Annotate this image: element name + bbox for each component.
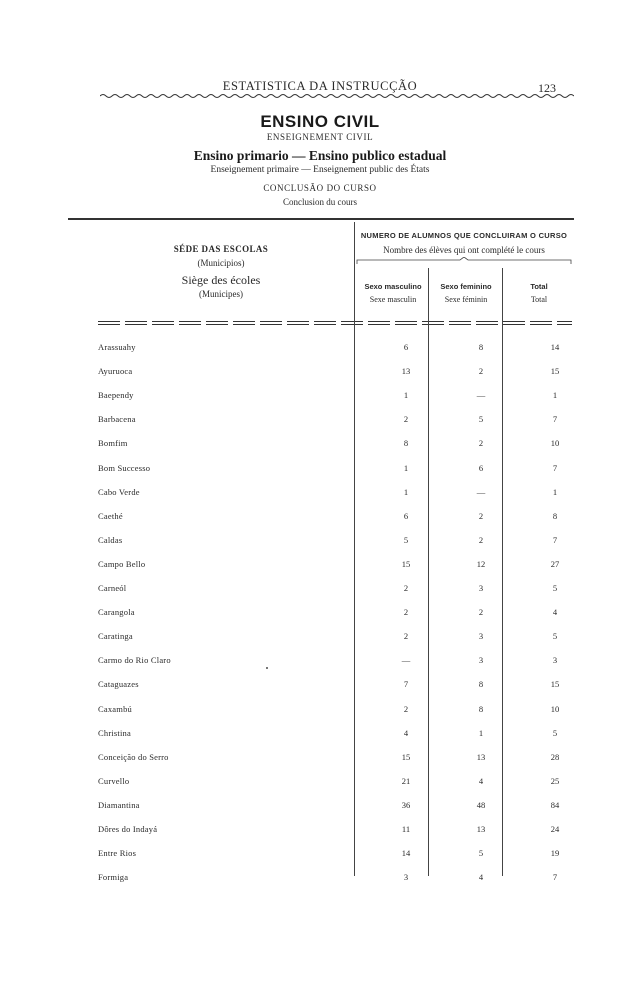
- total-count: 25: [550, 775, 560, 786]
- page-number: 123: [538, 81, 556, 95]
- female-count: 4: [478, 872, 484, 883]
- male-count: 6: [403, 510, 409, 521]
- table-row: [0, 752, 640, 776]
- female-count: 48: [476, 799, 486, 810]
- running-title: ESTATISTICA DA INSTRUCÇÃO: [222, 79, 418, 93]
- female-header-pt: Sexo feminino: [440, 282, 492, 291]
- municipality-name: Campo Bello: [98, 558, 146, 569]
- female-count: 13: [476, 751, 486, 762]
- table-row: [0, 824, 640, 848]
- total-count: 10: [550, 438, 560, 449]
- municipality-name: Dôres do Indayá: [98, 824, 158, 834]
- municipality-name: Carangola: [98, 607, 135, 618]
- male-count: 21: [401, 775, 411, 786]
- total-count: 15: [550, 366, 560, 377]
- male-count: 2: [403, 583, 409, 593]
- female-count: 13: [476, 824, 486, 834]
- male-count: 1: [403, 486, 409, 497]
- table-caption-fr: Conclusion du cours: [283, 197, 357, 207]
- table-row: [0, 655, 640, 679]
- female-count: 12: [476, 558, 486, 569]
- municipality-name: Barbacena: [98, 414, 136, 425]
- header-bottom-rule: [98, 321, 572, 322]
- place-column-header-fr: Siège des écoles: [181, 273, 261, 287]
- female-count: 5: [478, 848, 484, 859]
- male-count: 3: [403, 872, 409, 883]
- total-count: 15: [550, 679, 560, 690]
- total-count: 19: [550, 848, 560, 859]
- total-count: 27: [550, 558, 560, 569]
- female-count: 8: [478, 342, 484, 352]
- wavy-rule-ornament: [100, 90, 574, 102]
- total-count: 8: [552, 510, 558, 521]
- male-count: 2: [403, 607, 409, 618]
- group-bracket: [356, 257, 572, 265]
- table-row: [0, 872, 640, 896]
- male-column-header: [356, 282, 430, 304]
- total-count: 5: [552, 631, 558, 642]
- table-row: [0, 390, 640, 414]
- table-row: [0, 728, 640, 752]
- table-row: [0, 511, 640, 535]
- total-count: 4: [552, 607, 558, 618]
- male-count: 2: [403, 631, 409, 642]
- male-count: 5: [403, 534, 409, 545]
- total-count: 10: [550, 703, 560, 714]
- male-count: 14: [401, 848, 411, 859]
- municipality-name: Arassuahy: [98, 342, 136, 352]
- male-count: 11: [401, 824, 411, 834]
- total-count: 5: [552, 583, 558, 593]
- female-count: 2: [478, 607, 484, 618]
- municipality-name: Cabo Verde: [98, 486, 140, 497]
- male-count: 8: [403, 438, 409, 449]
- table-row: [0, 535, 640, 559]
- municipality-name: Caethé: [98, 510, 123, 521]
- municipality-name: Ayuruoca: [98, 366, 133, 377]
- total-count: 1: [552, 390, 558, 401]
- table-caption: CONCLUSÃO DO CURSO: [263, 183, 377, 193]
- total-count: 84: [550, 799, 560, 810]
- municipality-name: Caratinga: [98, 631, 133, 642]
- table-row: [0, 800, 640, 824]
- total-count: 3: [552, 655, 558, 666]
- table-row: [0, 414, 640, 438]
- table-row: [0, 631, 640, 655]
- municipality-name: Bomfim: [98, 438, 128, 449]
- female-header-fr: Sexe féminin: [444, 295, 488, 304]
- total-header-pt: Total: [530, 282, 548, 291]
- male-count: 6: [403, 342, 409, 352]
- total-count: 14: [550, 342, 560, 352]
- female-count: 8: [478, 703, 484, 714]
- male-count: 1: [403, 390, 409, 401]
- female-column-header: [429, 282, 503, 304]
- female-count: 2: [478, 534, 484, 545]
- municipality-name: Baependy: [98, 390, 134, 401]
- municipality-name: Carmo do Rio Claro: [98, 655, 171, 666]
- male-count: 4: [403, 727, 409, 738]
- table-row: [0, 366, 640, 390]
- table-row: [0, 342, 640, 366]
- numbers-group-header: NUMERO DE ALUMNOS QUE CONCLUIRAM O CURSO: [360, 231, 568, 240]
- male-count: 2: [403, 703, 409, 714]
- female-count: —: [476, 390, 486, 401]
- total-count: 24: [550, 824, 560, 834]
- total-count: 7: [552, 534, 558, 545]
- municipality-name: Conceição do Serro: [98, 751, 169, 762]
- female-count: 2: [478, 510, 484, 521]
- print-speck: [266, 667, 268, 669]
- municipality-name: Caxambú: [98, 703, 132, 714]
- total-count: 5: [552, 727, 558, 738]
- table-row: [0, 438, 640, 462]
- male-count: 15: [401, 558, 411, 569]
- total-count: 1: [552, 486, 558, 497]
- female-count: 1: [478, 727, 484, 738]
- table-row: [0, 463, 640, 487]
- female-count: 4: [478, 775, 484, 786]
- female-count: 6: [478, 462, 484, 473]
- table-row: [0, 487, 640, 511]
- table-row: [0, 776, 640, 800]
- female-count: 8: [478, 679, 484, 690]
- header-bottom-rule-2: [98, 324, 572, 325]
- table-row: [0, 583, 640, 607]
- total-count: 7: [552, 872, 558, 883]
- section-heading: Ensino primario — Ensino publico estadual: [193, 148, 447, 163]
- male-count: 13: [401, 366, 411, 377]
- municipality-name: Caldas: [98, 534, 123, 545]
- female-count: 5: [478, 414, 484, 425]
- table-row: [0, 704, 640, 728]
- municipality-name: Formiga: [98, 872, 129, 883]
- municipality-name: Christina: [98, 727, 131, 738]
- numbers-group-header-fr: Nombre des élèves qui ont complété le cours: [383, 245, 545, 255]
- table-row: [0, 848, 640, 872]
- male-count: —: [401, 655, 411, 666]
- municipality-name: Cataguazes: [98, 679, 139, 690]
- total-count: 7: [552, 414, 558, 425]
- table-row: [0, 679, 640, 703]
- section-heading-fr: Enseignement primaire — Enseignement public des États: [210, 165, 430, 175]
- male-count: 36: [401, 799, 411, 810]
- total-column-header: [502, 282, 576, 304]
- female-count: 3: [478, 655, 484, 666]
- male-count: 2: [403, 414, 409, 425]
- table-row: [0, 607, 640, 631]
- place-column-subheader: (Municipios): [197, 258, 245, 268]
- male-count: 1: [403, 462, 409, 473]
- female-count: 3: [478, 631, 484, 642]
- municipality-name: Diamantina: [98, 799, 140, 810]
- table-top-rule: [68, 218, 574, 220]
- municipality-name: Curvello: [98, 775, 130, 786]
- female-count: 2: [478, 366, 484, 377]
- male-count: 15: [401, 751, 411, 762]
- female-count: —: [476, 486, 486, 497]
- female-count: 2: [478, 438, 484, 449]
- male-header-pt: Sexo masculino: [364, 282, 422, 291]
- female-count: 3: [478, 583, 484, 593]
- place-column-subheader-fr: (Municipes): [199, 289, 243, 299]
- page-title-fr: ENSEIGNEMENT CIVIL: [266, 132, 374, 142]
- place-column-header: SÉDE DAS ESCOLAS: [173, 244, 269, 254]
- male-count: 7: [403, 679, 409, 690]
- municipality-name: Entre Rios: [98, 848, 137, 859]
- male-header-fr: Sexe masculin: [369, 295, 417, 304]
- table-row: [0, 559, 640, 583]
- municipality-name: Bom Successo: [98, 462, 151, 473]
- total-header-fr: Total: [530, 295, 548, 304]
- page-title: ENSINO CIVIL: [260, 112, 380, 131]
- total-count: 28: [550, 751, 560, 762]
- total-count: 7: [552, 462, 558, 473]
- municipality-name: Carneól: [98, 583, 127, 593]
